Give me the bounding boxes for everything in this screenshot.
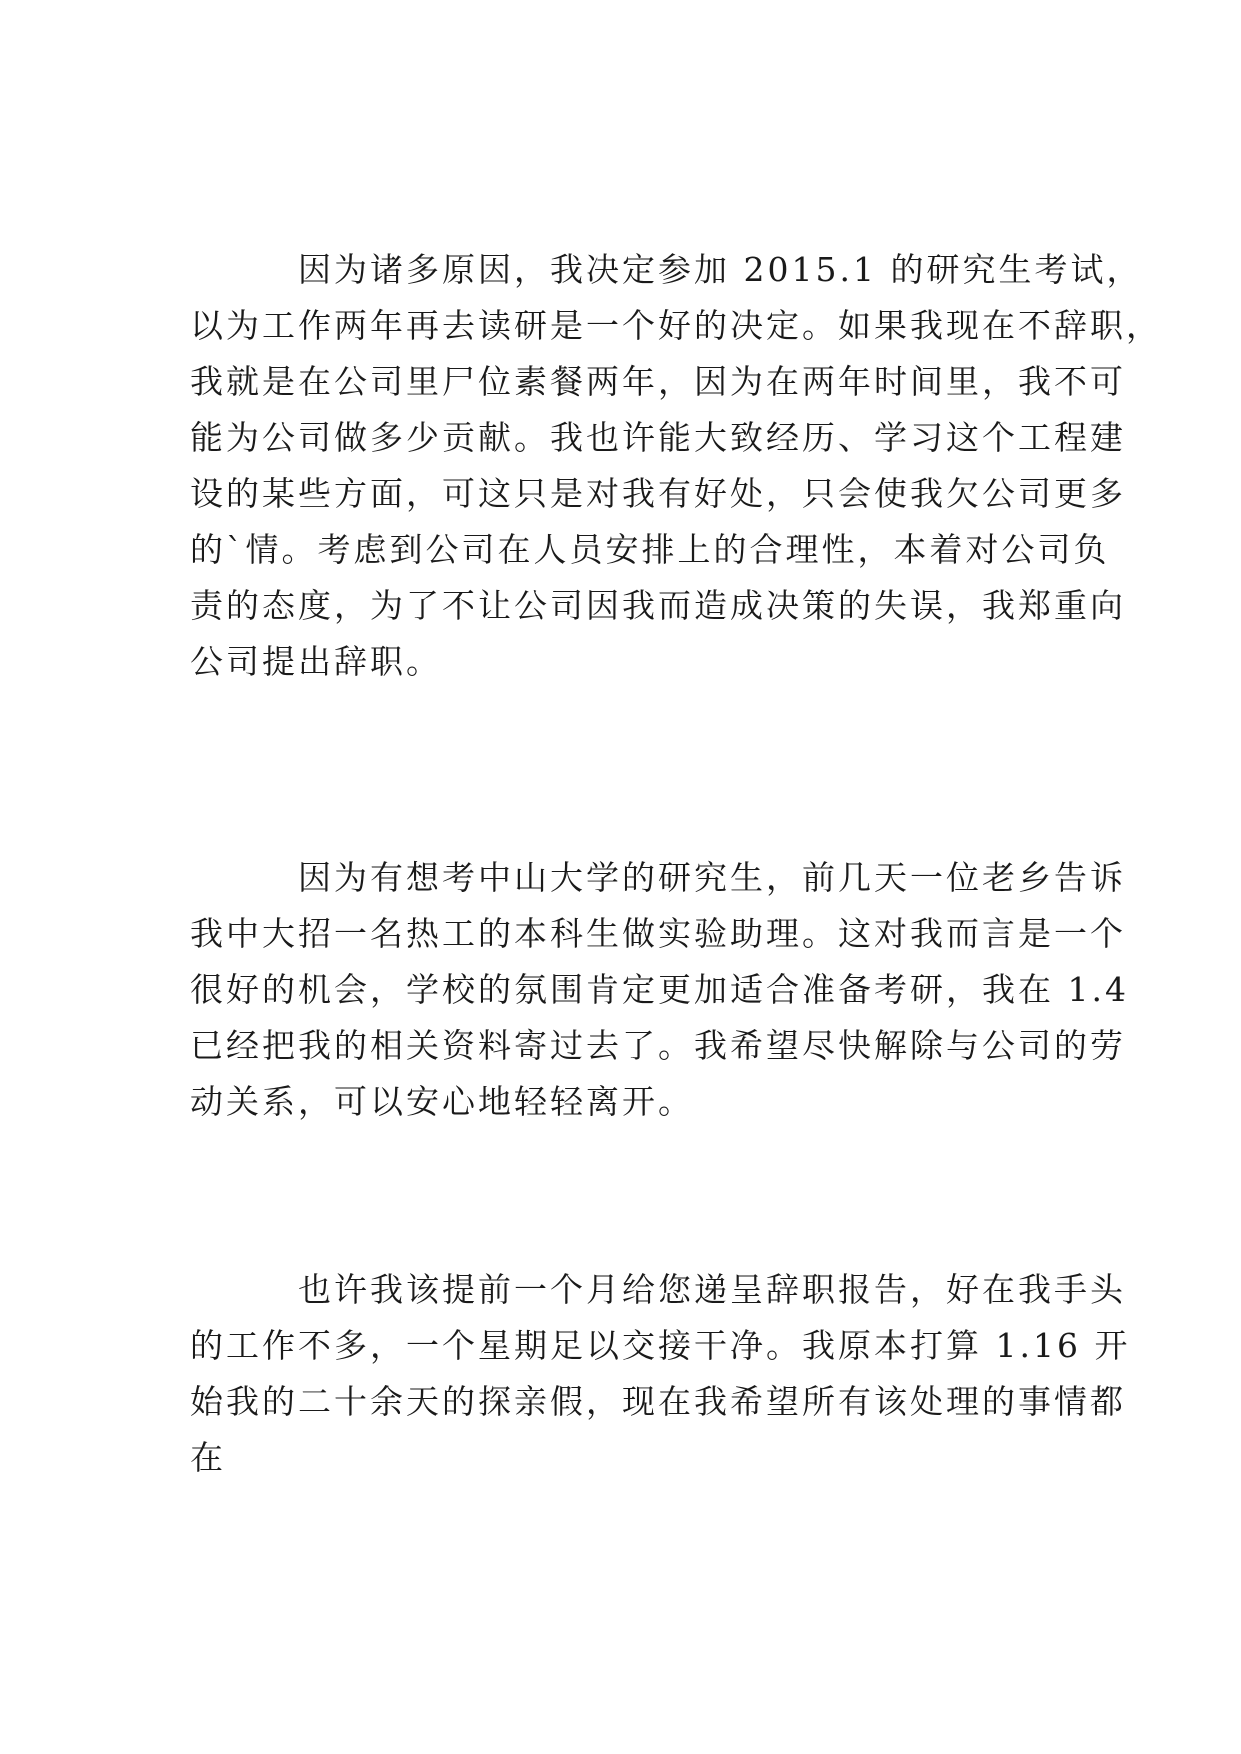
text-line: 始我的二十余天的探亲假，现在我希望所有该处理的事情都 (190, 1382, 1126, 1421)
text-line: 我就是在公司里尸位素餐两年，因为在两年时间里，我不可 (190, 362, 1126, 401)
text-line: 公司提出辞职。 (190, 642, 442, 681)
text-line: 以为工作两年再去读研是一个好的决定。如果我现在不辞职， (190, 306, 1162, 345)
text-line: 设的某些方面，可这只是对我有好处，只会使我欠公司更多 (190, 474, 1126, 513)
text-line: 因为有想考中山大学的研究生，前几天一位老乡告诉 (298, 858, 1126, 897)
text-line: 我中大招一名热工的本科生做实验助理。这对我而言是一个 (190, 914, 1126, 953)
text-line: 动关系，可以安心地轻轻离开。 (190, 1082, 694, 1121)
text-line: 责的态度，为了不让公司因我而造成决策的失误，我郑重向 (190, 586, 1126, 625)
text-line: 很好的机会，学校的氛围肯定更加适合准备考研，我在 1.4 (190, 970, 1129, 1009)
text-line: 也许我该提前一个月给您递呈辞职报告，好在我手头 (298, 1270, 1126, 1309)
text-line: 在 (190, 1438, 226, 1477)
text-line: 已经把我的相关资料寄过去了。我希望尽快解除与公司的劳 (190, 1026, 1126, 1065)
text-line: 的工作不多，一个星期足以交接干净。我原本打算 1.16 开 (190, 1326, 1131, 1365)
text-line: 能为公司做多少贡献。我也许能大致经历、学习这个工程建 (190, 418, 1126, 457)
text-line: 因为诸多原因，我决定参加 2015.1 的研究生考试， (298, 250, 1143, 289)
text-line: 的`情。考虑到公司在人员安排上的合理性，本着对公司负 (190, 530, 1110, 569)
